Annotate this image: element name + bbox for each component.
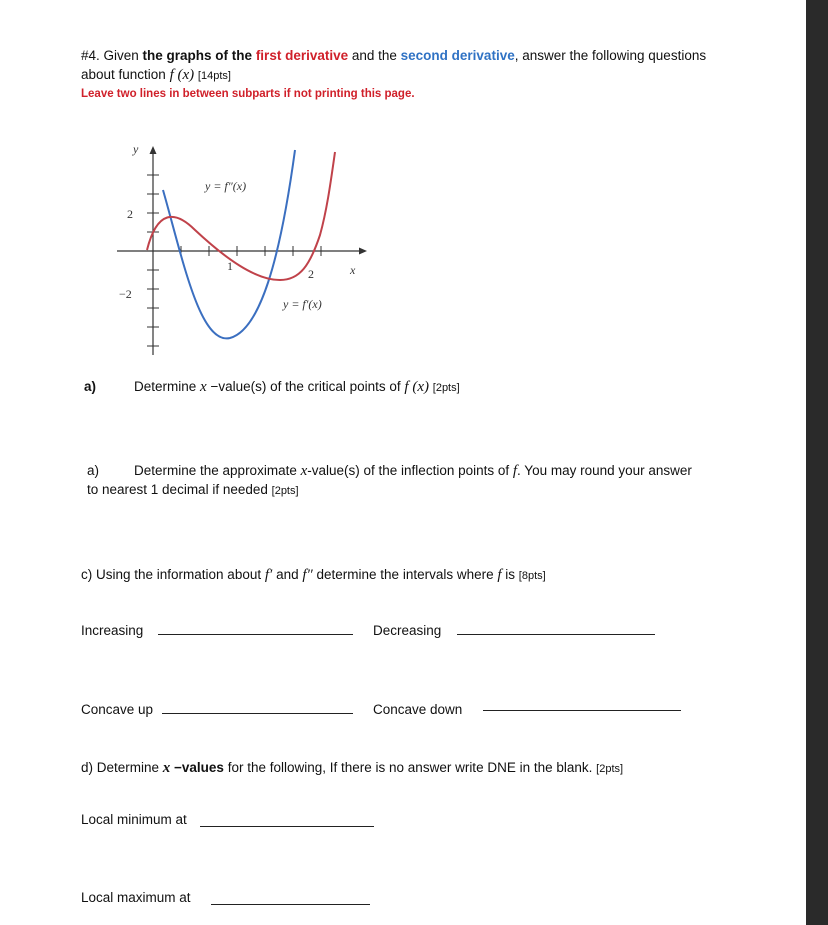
part-a2-f: f <box>512 463 518 479</box>
x-axis-label: x <box>350 263 356 277</box>
part-c-heading <box>81 566 546 585</box>
f-double-prime-label: y = f″(x) <box>205 179 247 193</box>
local-max-blank[interactable] <box>211 904 370 905</box>
increasing-label: Increasing <box>81 623 144 638</box>
local-min-blank[interactable] <box>200 826 374 827</box>
part-a1-letter: a) <box>84 379 97 394</box>
concave-down-label: Concave down <box>373 702 463 717</box>
part-a2-text3: . You may round your answer <box>517 463 692 478</box>
question-line2: about function <box>81 67 170 82</box>
part-d-points: [2pts] <box>596 763 624 775</box>
question-heading-line2 <box>81 66 231 85</box>
derivative-graph <box>105 140 375 360</box>
increasing-blank[interactable] <box>158 634 353 635</box>
part-c-text3: is <box>501 567 519 582</box>
part-a1-fx: f (x) <box>404 379 429 395</box>
question-bold-text: the graphs of the <box>142 48 256 63</box>
decreasing-label: Decreasing <box>373 623 442 638</box>
part-c-and: and <box>272 567 303 582</box>
function-fx: f (x) <box>169 67 195 83</box>
y-tick-label-2: 2 <box>127 207 133 221</box>
question-heading <box>81 47 706 64</box>
part-a2-letter: a) <box>87 463 100 478</box>
question-mid: and the <box>348 48 401 63</box>
part-a2-line1 <box>87 462 99 479</box>
graph-background <box>105 140 375 360</box>
second-derivative-label: second derivative <box>400 48 515 63</box>
y-axis-label: y <box>133 142 139 156</box>
concave-up-label: Concave up <box>81 702 154 717</box>
x-tick-label-1: 1 <box>227 259 233 273</box>
scrollbar[interactable] <box>806 0 828 925</box>
part-d-heading <box>81 759 623 778</box>
x-tick-label-2: 2 <box>308 267 314 281</box>
part-d-bold: −values <box>170 760 224 775</box>
part-a1-x: x <box>200 379 207 395</box>
question-points: [14pts] <box>197 70 231 82</box>
decreasing-blank[interactable] <box>457 634 655 635</box>
local-max-label: Local maximum at <box>81 890 191 905</box>
part-c-fdoubleprime: f″ <box>302 567 313 583</box>
part-d-text1: d) Determine <box>81 760 163 775</box>
part-a1-text <box>134 378 460 397</box>
part-c-f: f <box>497 567 502 583</box>
part-a1-points: [2pts] <box>432 382 460 394</box>
part-c-text1: c) Using the information about <box>81 567 265 582</box>
concave-down-blank[interactable] <box>483 710 681 711</box>
part-a2-text <box>134 462 692 480</box>
part-d-text2: for the following, If there is no answer write DNE in the blank. <box>223 760 593 775</box>
concave-up-blank[interactable] <box>162 713 353 714</box>
part-d-x: x <box>162 760 171 776</box>
f-prime-label: y = f′(x) <box>283 297 322 311</box>
question-rest: , answer the following questions <box>514 48 707 63</box>
part-a2-points: [2pts] <box>271 485 299 497</box>
part-a2-line2-text: to nearest 1 decimal if needed <box>87 482 268 497</box>
local-min-label: Local minimum at <box>81 812 187 827</box>
part-a2-text2: -value(s) of the inflection points of <box>307 463 513 478</box>
part-c-text2: determine the intervals where <box>312 567 498 582</box>
part-a1-text2: −value(s) of the critical points of <box>206 379 405 394</box>
part-a2-line2 <box>87 481 299 500</box>
instruction-note: Leave two lines in between subparts if not printing this page. <box>81 88 415 100</box>
y-tick-label-neg2: −2 <box>119 287 132 301</box>
part-a2-text1: Determine the approximate <box>134 463 301 478</box>
part-a2-x: x <box>300 463 308 479</box>
question-prefix: #4. Given <box>81 48 143 63</box>
part-c-points: [8pts] <box>518 570 546 582</box>
first-derivative-label: first derivative <box>255 48 349 63</box>
part-c-fprime: f′ <box>264 567 273 583</box>
part-a1-text1: Determine <box>134 379 201 394</box>
